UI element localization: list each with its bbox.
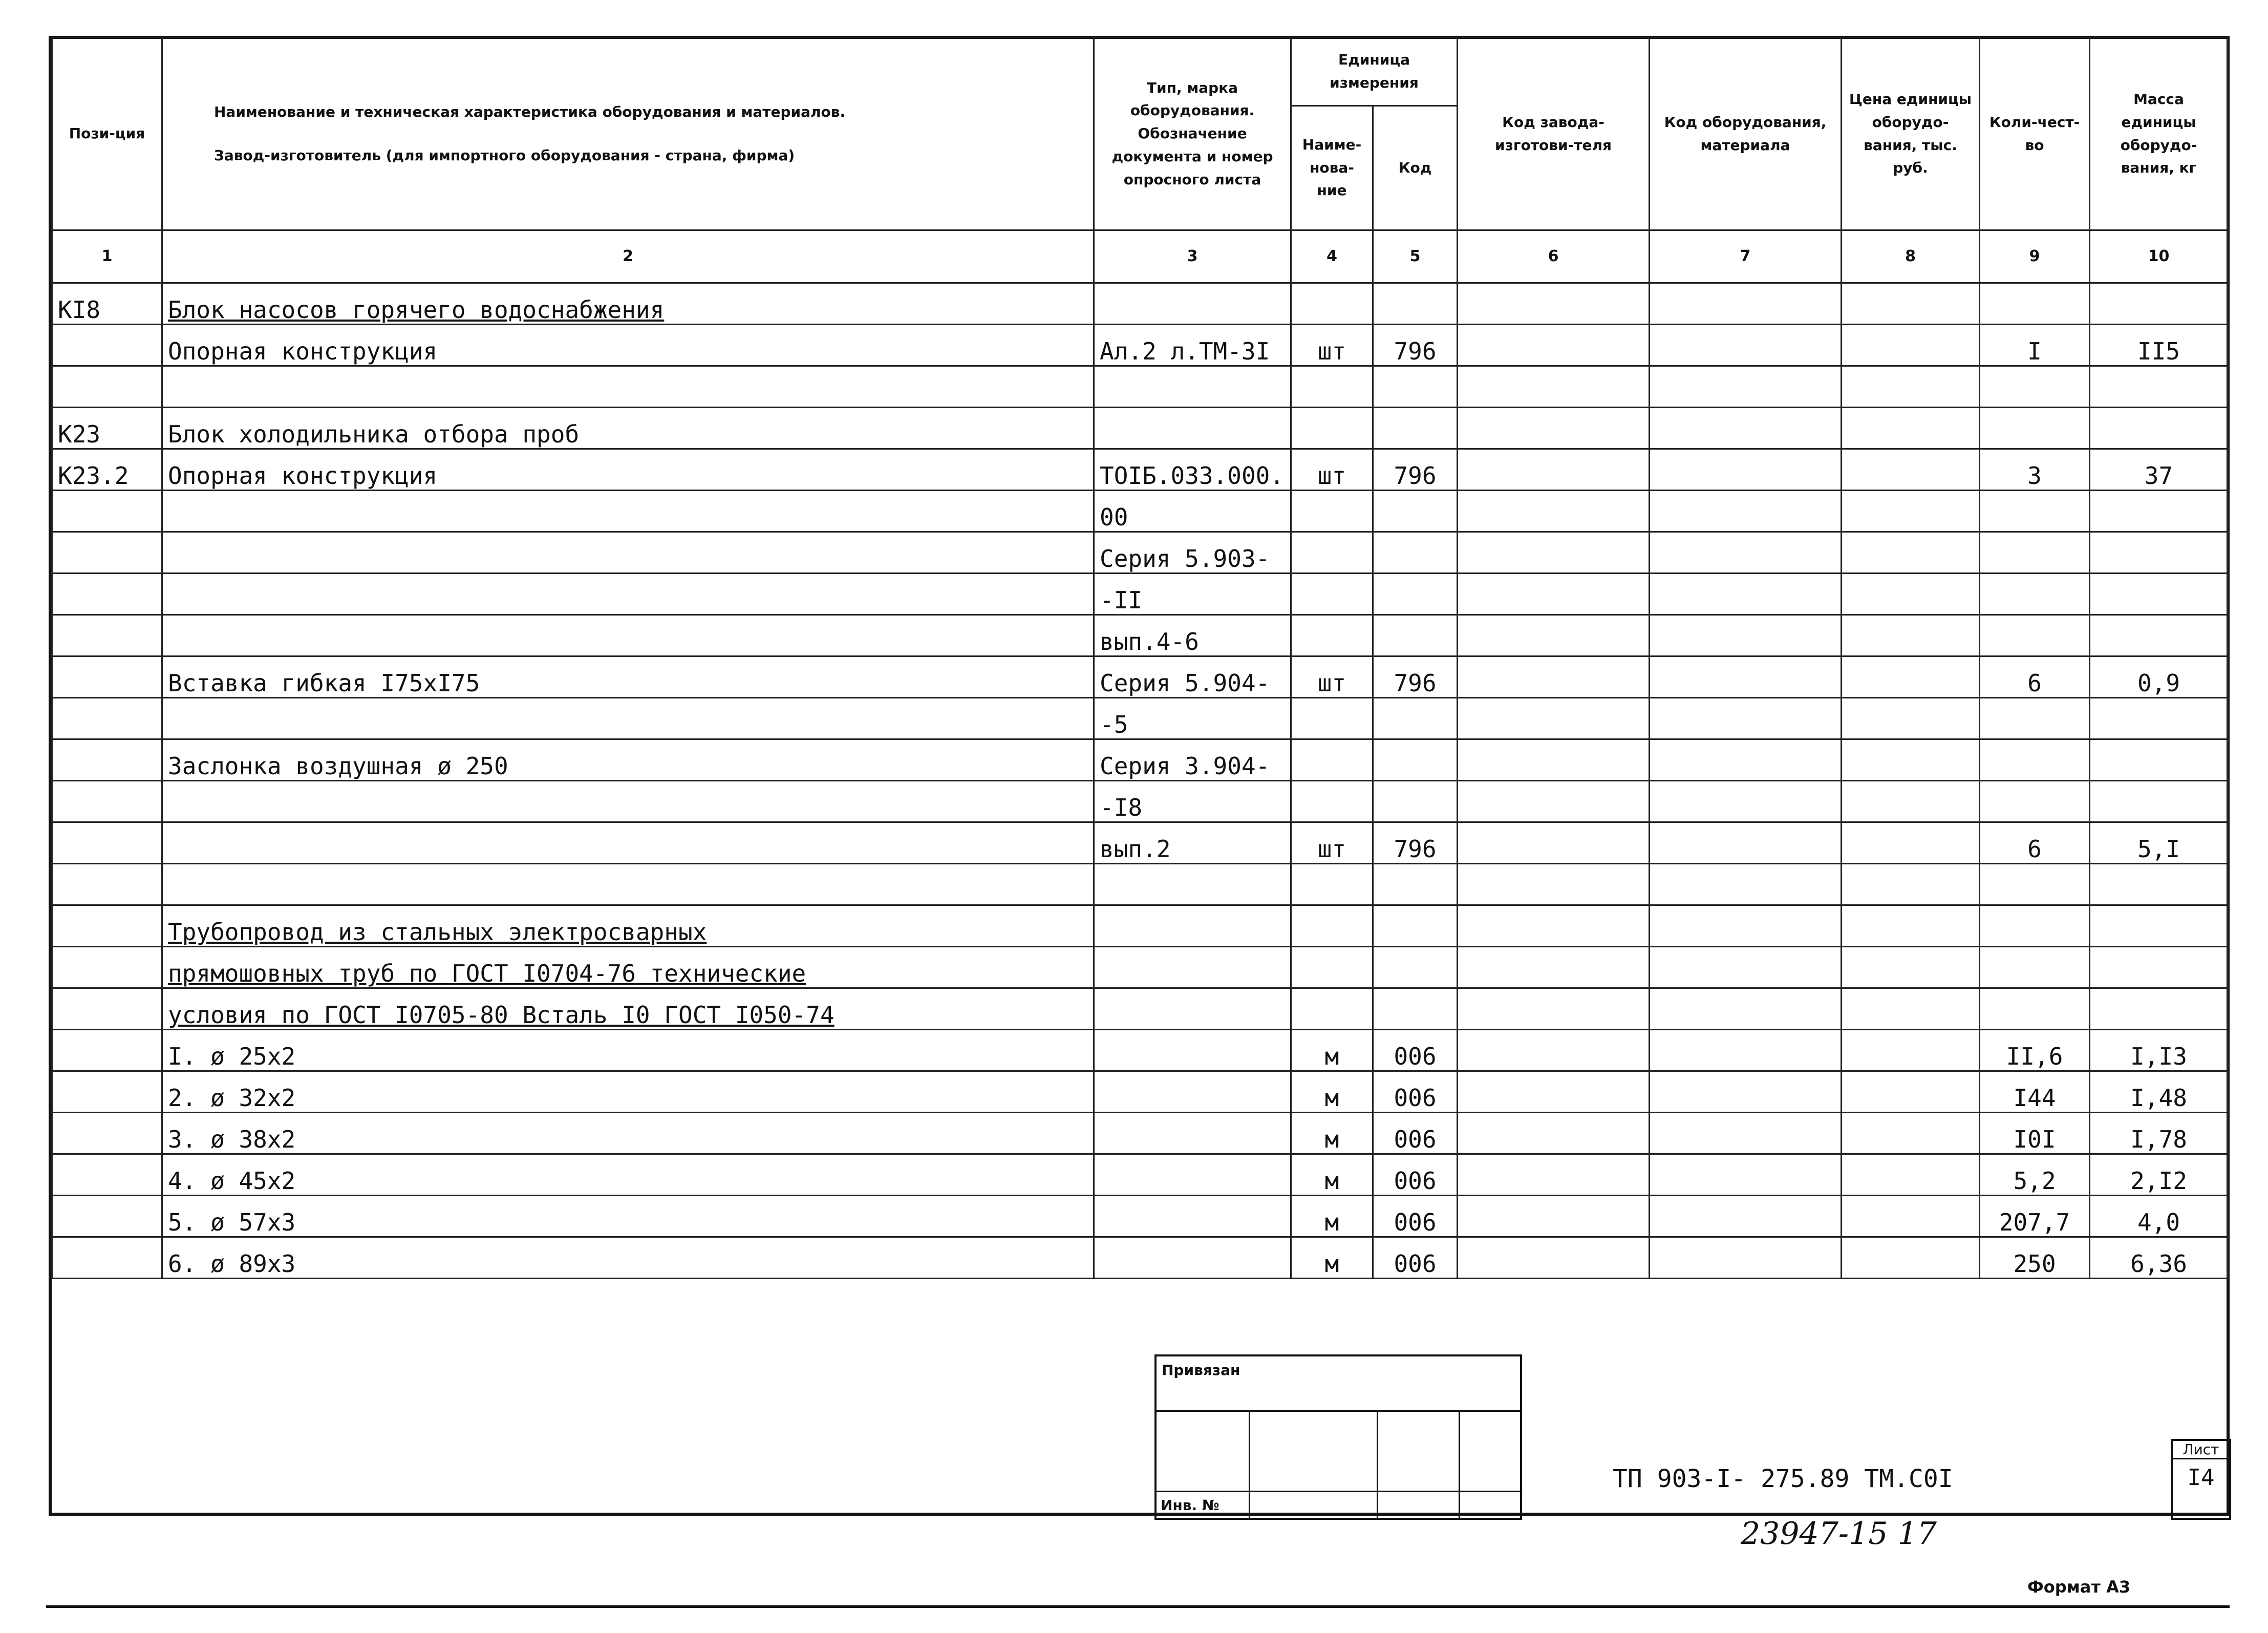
table-cell: Блок насосов горячего водоснабжения <box>162 283 1094 325</box>
table-cell <box>1458 947 1650 988</box>
table-cell: 3. ø 38х2 <box>162 1113 1094 1154</box>
table-cell <box>1373 988 1458 1030</box>
table-cell <box>1842 1196 1980 1237</box>
table-cell: 796 <box>1373 325 1458 366</box>
table-cell <box>162 615 1094 656</box>
table-cell: прямошовных труб по ГОСТ I0704-76 технические <box>162 947 1094 988</box>
table-cell <box>52 947 162 988</box>
table-cell <box>1650 864 1842 905</box>
table-cell <box>1458 449 1650 491</box>
table-cell <box>1980 408 2090 449</box>
col-unit-name: Наиме-нова-ние <box>1291 106 1373 230</box>
table-cell <box>1458 283 1650 325</box>
table-row <box>52 1237 2228 1279</box>
table-cell <box>1291 491 1373 532</box>
table-cell <box>1842 491 1980 532</box>
table-cell <box>1842 366 1980 408</box>
table-cell: К23.2 <box>52 449 162 491</box>
table-cell <box>1458 1154 1650 1196</box>
handwritten-number: 23947-15 17 <box>1741 1516 1937 1552</box>
table-cell <box>2090 781 2228 822</box>
table-cell <box>1373 532 1458 574</box>
table-cell <box>52 491 162 532</box>
table-cell <box>1842 739 1980 781</box>
table-cell <box>52 905 162 947</box>
table-row <box>52 698 2228 739</box>
table-cell: 207,7 <box>1980 1196 2090 1237</box>
table-cell <box>1373 366 1458 408</box>
table-cell <box>1373 864 1458 905</box>
table-cell <box>52 656 162 698</box>
table-cell <box>1842 1154 1980 1196</box>
table-cell <box>1842 698 1980 739</box>
table-cell: 6 <box>1980 822 2090 864</box>
table-cell: ТОIБ.033.000. <box>1094 449 1291 491</box>
table-cell <box>2090 905 2228 947</box>
table-cell <box>1980 947 2090 988</box>
table-cell: 796 <box>1373 656 1458 698</box>
table-cell: 006 <box>1373 1030 1458 1071</box>
table-cell: 796 <box>1373 449 1458 491</box>
table-cell <box>1094 864 1291 905</box>
table-cell: м <box>1291 1237 1373 1279</box>
table-cell <box>1650 615 1842 656</box>
table-cell <box>2090 864 2228 905</box>
table-cell <box>1980 781 2090 822</box>
table-cell: Заслонка воздушная ø 250 <box>162 739 1094 781</box>
table-cell <box>1980 698 2090 739</box>
table-cell <box>1291 698 1373 739</box>
table-cell: м <box>1291 1113 1373 1154</box>
table-cell: I,78 <box>2090 1113 2228 1154</box>
sheet-box: Лист I4 <box>2171 1439 2231 1520</box>
table-cell: I,I3 <box>2090 1030 2228 1071</box>
table-cell <box>1094 1237 1291 1279</box>
table-cell: I. ø 25х2 <box>162 1030 1094 1071</box>
table-cell <box>52 532 162 574</box>
table-cell <box>162 491 1094 532</box>
table-row <box>52 574 2228 615</box>
table-cell <box>1373 491 1458 532</box>
table-cell <box>1458 905 1650 947</box>
table-row <box>52 491 2228 532</box>
table-cell: Вставка гибкая I75хI75 <box>162 656 1094 698</box>
table-cell <box>1980 574 2090 615</box>
approval-stamp: Привязан Инв. № <box>1154 1354 1522 1520</box>
table-cell <box>1650 574 1842 615</box>
table-cell <box>1291 283 1373 325</box>
table-cell <box>1373 781 1458 822</box>
table-cell <box>1291 408 1373 449</box>
table-cell <box>162 822 1094 864</box>
table-row <box>52 988 2228 1030</box>
table-row <box>52 822 2228 864</box>
document-code: ТП 903-I- 275.89 ТМ.С0I <box>1613 1465 1953 1493</box>
table-cell <box>1842 574 1980 615</box>
col-mass: Масса единицы оборудо-вания, кг <box>2090 38 2228 230</box>
table-row <box>52 532 2228 574</box>
table-cell <box>1650 698 1842 739</box>
table-cell <box>1458 781 1650 822</box>
table-cell <box>1650 947 1842 988</box>
table-cell: 4,0 <box>2090 1196 2228 1237</box>
table-cell <box>1291 864 1373 905</box>
table-cell <box>1458 988 1650 1030</box>
table-cell: Серия 5.904- <box>1094 656 1291 698</box>
table-cell <box>1458 1237 1650 1279</box>
table-cell <box>1650 532 1842 574</box>
table-cell <box>52 822 162 864</box>
table-cell <box>52 1154 162 1196</box>
table-cell <box>1842 615 1980 656</box>
table-row <box>52 1113 2228 1154</box>
table-cell <box>1650 1030 1842 1071</box>
table-cell <box>1094 408 1291 449</box>
col-number: 5 <box>1373 230 1458 283</box>
table-cell <box>1650 491 1842 532</box>
table-cell: I44 <box>1980 1071 2090 1113</box>
table-cell <box>1650 1196 1842 1237</box>
table-row <box>52 449 2228 491</box>
table-cell <box>1291 615 1373 656</box>
table-cell <box>1458 1196 1650 1237</box>
table-cell <box>52 615 162 656</box>
table-cell <box>1094 1030 1291 1071</box>
table-cell <box>1842 1030 1980 1071</box>
table-row <box>52 656 2228 698</box>
table-cell <box>1842 781 1980 822</box>
table-row <box>52 905 2228 947</box>
table-cell <box>52 574 162 615</box>
table-cell: шт <box>1291 449 1373 491</box>
table-cell <box>1094 1113 1291 1154</box>
table-cell <box>1094 1196 1291 1237</box>
table-cell <box>1842 449 1980 491</box>
table-cell <box>1650 1154 1842 1196</box>
table-cell: 250 <box>1980 1237 2090 1279</box>
table-cell <box>1980 366 2090 408</box>
table-cell <box>1842 283 1980 325</box>
table-cell: м <box>1291 1154 1373 1196</box>
table-row <box>52 408 2228 449</box>
table-row <box>52 366 2228 408</box>
table-cell <box>52 698 162 739</box>
table-cell <box>1373 947 1458 988</box>
table-cell <box>1291 905 1373 947</box>
table-cell <box>1650 739 1842 781</box>
table-cell: 006 <box>1373 1237 1458 1279</box>
table-cell <box>1094 988 1291 1030</box>
table-cell <box>1650 656 1842 698</box>
table-cell <box>162 864 1094 905</box>
table-cell: 4. ø 45х2 <box>162 1154 1094 1196</box>
table-cell <box>162 574 1094 615</box>
col-number: 9 <box>1980 230 2090 283</box>
col-type: Тип, марка оборудования. Обозначение документа и номер опросного листа <box>1094 38 1291 230</box>
table-cell <box>1291 574 1373 615</box>
table-cell: II,6 <box>1980 1030 2090 1071</box>
table-cell <box>1094 947 1291 988</box>
table-row <box>52 283 2228 325</box>
col-unit: Единица измерения <box>1291 38 1458 106</box>
col-number: 4 <box>1291 230 1373 283</box>
table-cell: -I8 <box>1094 781 1291 822</box>
table-cell <box>52 1071 162 1113</box>
table-cell <box>1458 1030 1650 1071</box>
specification-table <box>51 37 2229 1279</box>
table-cell: 6,36 <box>2090 1237 2228 1279</box>
table-cell <box>1458 574 1650 615</box>
table-cell <box>2090 947 2228 988</box>
table-cell <box>1458 739 1650 781</box>
table-cell <box>1458 366 1650 408</box>
table-cell: 006 <box>1373 1196 1458 1237</box>
table-cell: Трубопровод из стальных электросварных <box>162 905 1094 947</box>
table-cell <box>1842 905 1980 947</box>
col-number: 7 <box>1650 230 1842 283</box>
table-cell <box>162 366 1094 408</box>
table-cell: КI8 <box>52 283 162 325</box>
table-cell: 0,9 <box>2090 656 2228 698</box>
table-cell <box>1094 905 1291 947</box>
table-cell <box>52 1237 162 1279</box>
table-cell: м <box>1291 1030 1373 1071</box>
col-name: Наименование и техническая характеристика оборудования и материалов. Завод-изготовитель (для импортного оборудования - страна, фирма) <box>162 38 1094 230</box>
table-cell <box>1458 864 1650 905</box>
table-cell: 2,I2 <box>2090 1154 2228 1196</box>
table-cell <box>1650 905 1842 947</box>
table-cell <box>1458 325 1650 366</box>
table-cell: I,48 <box>2090 1071 2228 1113</box>
table-cell <box>52 781 162 822</box>
table-cell: шт <box>1291 656 1373 698</box>
col-number: 8 <box>1842 230 1980 283</box>
table-cell: 5,I <box>2090 822 2228 864</box>
table-cell <box>1458 822 1650 864</box>
table-cell <box>162 532 1094 574</box>
table-cell <box>1291 947 1373 988</box>
table-cell: -5 <box>1094 698 1291 739</box>
table-cell: вып.4-6 <box>1094 615 1291 656</box>
table-cell: Опорная конструкция <box>162 449 1094 491</box>
table-cell <box>1842 656 1980 698</box>
table-cell <box>1980 491 2090 532</box>
table-row <box>52 615 2228 656</box>
table-cell: 00 <box>1094 491 1291 532</box>
table-cell <box>1650 283 1842 325</box>
col-equipment-code: Код оборудования, материала <box>1650 38 1842 230</box>
table-cell: вып.2 <box>1094 822 1291 864</box>
table-cell <box>1373 905 1458 947</box>
table-cell <box>1458 656 1650 698</box>
table-cell: Ал.2 л.ТМ-3I <box>1094 325 1291 366</box>
table-cell <box>1650 449 1842 491</box>
table-row <box>52 1196 2228 1237</box>
col-factory-code: Код завода-изготови-теля <box>1458 38 1650 230</box>
table-cell <box>52 1113 162 1154</box>
col-number: 6 <box>1458 230 1650 283</box>
table-cell: 6 <box>1980 656 2090 698</box>
table-cell <box>1842 532 1980 574</box>
table-cell <box>1094 1071 1291 1113</box>
table-cell <box>2090 366 2228 408</box>
table-cell <box>1980 988 2090 1030</box>
table-cell <box>1373 408 1458 449</box>
table-cell: шт <box>1291 822 1373 864</box>
table-cell <box>52 366 162 408</box>
table-cell <box>52 739 162 781</box>
table-cell <box>1842 1237 1980 1279</box>
table-cell <box>1291 781 1373 822</box>
col-price: Цена единицы оборудо-вания, тыс. руб. <box>1842 38 1980 230</box>
table-cell: К23 <box>52 408 162 449</box>
table-cell <box>1650 1237 1842 1279</box>
table-cell <box>1650 822 1842 864</box>
table-cell <box>2090 615 2228 656</box>
table-cell <box>1842 947 1980 988</box>
table-row <box>52 781 2228 822</box>
table-cell <box>1458 408 1650 449</box>
table-cell <box>1980 905 2090 947</box>
table-cell: Опорная конструкция <box>162 325 1094 366</box>
table-cell <box>1650 781 1842 822</box>
table-cell <box>162 698 1094 739</box>
table-cell <box>1373 283 1458 325</box>
table-cell <box>1842 408 1980 449</box>
table-cell <box>1650 325 1842 366</box>
format-label: Формат А3 <box>2027 1577 2131 1597</box>
table-cell <box>1650 1071 1842 1113</box>
table-cell: I <box>1980 325 2090 366</box>
col-quantity: Коли-чест-во <box>1980 38 2090 230</box>
table-cell <box>1650 408 1842 449</box>
table-cell <box>1291 739 1373 781</box>
table-cell <box>1458 698 1650 739</box>
table-cell <box>2090 283 2228 325</box>
table-cell <box>1842 1071 1980 1113</box>
table-cell: 796 <box>1373 822 1458 864</box>
table-cell: Серия 5.903- <box>1094 532 1291 574</box>
table-cell <box>1842 325 1980 366</box>
table-cell <box>2090 739 2228 781</box>
table-cell <box>2090 574 2228 615</box>
col-number: 10 <box>2090 230 2228 283</box>
table-cell: 006 <box>1373 1071 1458 1113</box>
table-cell: II5 <box>2090 325 2228 366</box>
table-cell <box>1291 532 1373 574</box>
table-cell <box>1650 988 1842 1030</box>
table-cell <box>1842 988 1980 1030</box>
table-cell: Блок холодильника отбора проб <box>162 408 1094 449</box>
table-cell: 2. ø 32х2 <box>162 1071 1094 1113</box>
col-number: 1 <box>52 230 162 283</box>
table-cell <box>52 1030 162 1071</box>
table-cell <box>1980 615 2090 656</box>
table-cell <box>1650 366 1842 408</box>
table-row <box>52 1071 2228 1113</box>
table-row <box>52 864 2228 905</box>
table-cell <box>1842 822 1980 864</box>
table-cell: 006 <box>1373 1113 1458 1154</box>
table-cell <box>52 864 162 905</box>
table-cell <box>1094 283 1291 325</box>
table-cell <box>1980 283 2090 325</box>
table-cell: м <box>1291 1071 1373 1113</box>
table-cell <box>1842 864 1980 905</box>
table-cell <box>1291 988 1373 1030</box>
table-cell <box>2090 491 2228 532</box>
table-cell <box>52 325 162 366</box>
table-cell <box>1373 698 1458 739</box>
table-cell <box>1980 864 2090 905</box>
table-row <box>52 1030 2228 1071</box>
table-cell: 5,2 <box>1980 1154 2090 1196</box>
table-cell <box>2090 988 2228 1030</box>
table-cell <box>1842 1113 1980 1154</box>
table-cell <box>1094 366 1291 408</box>
table-cell: 6. ø 89х3 <box>162 1237 1094 1279</box>
table-cell <box>1980 739 2090 781</box>
col-unit-code: Код <box>1373 106 1458 230</box>
table-cell <box>1094 1154 1291 1196</box>
table-row <box>52 1154 2228 1196</box>
table-cell <box>52 988 162 1030</box>
table-cell <box>1458 615 1650 656</box>
table-cell <box>1458 1113 1650 1154</box>
col-number: 2 <box>162 230 1094 283</box>
table-cell <box>1373 574 1458 615</box>
col-number: 3 <box>1094 230 1291 283</box>
table-cell: I0I <box>1980 1113 2090 1154</box>
table-row <box>52 739 2228 781</box>
table-cell <box>1458 491 1650 532</box>
table-cell <box>1650 1113 1842 1154</box>
table-cell: шт <box>1291 325 1373 366</box>
table-cell <box>1291 366 1373 408</box>
table-cell <box>1373 739 1458 781</box>
table-cell: 3 <box>1980 449 2090 491</box>
bottom-rule <box>46 1605 2230 1608</box>
table-cell <box>1458 1071 1650 1113</box>
col-position: Пози-ция <box>52 38 162 230</box>
table-row <box>52 947 2228 988</box>
table-cell <box>1458 532 1650 574</box>
table-cell <box>52 1196 162 1237</box>
table-cell: 006 <box>1373 1154 1458 1196</box>
table-cell <box>162 781 1094 822</box>
table-cell <box>2090 408 2228 449</box>
table-cell: 5. ø 57х3 <box>162 1196 1094 1237</box>
table-cell: -II <box>1094 574 1291 615</box>
table-cell <box>2090 698 2228 739</box>
table-cell <box>2090 532 2228 574</box>
table-cell <box>1980 532 2090 574</box>
table-cell: Серия 3.904- <box>1094 739 1291 781</box>
table-cell: условия по ГОСТ I0705-80 Всталь I0 ГОСТ I050-74 <box>162 988 1094 1030</box>
table-cell: 37 <box>2090 449 2228 491</box>
table-cell <box>1373 615 1458 656</box>
table-row <box>52 325 2228 366</box>
table-cell: м <box>1291 1196 1373 1237</box>
